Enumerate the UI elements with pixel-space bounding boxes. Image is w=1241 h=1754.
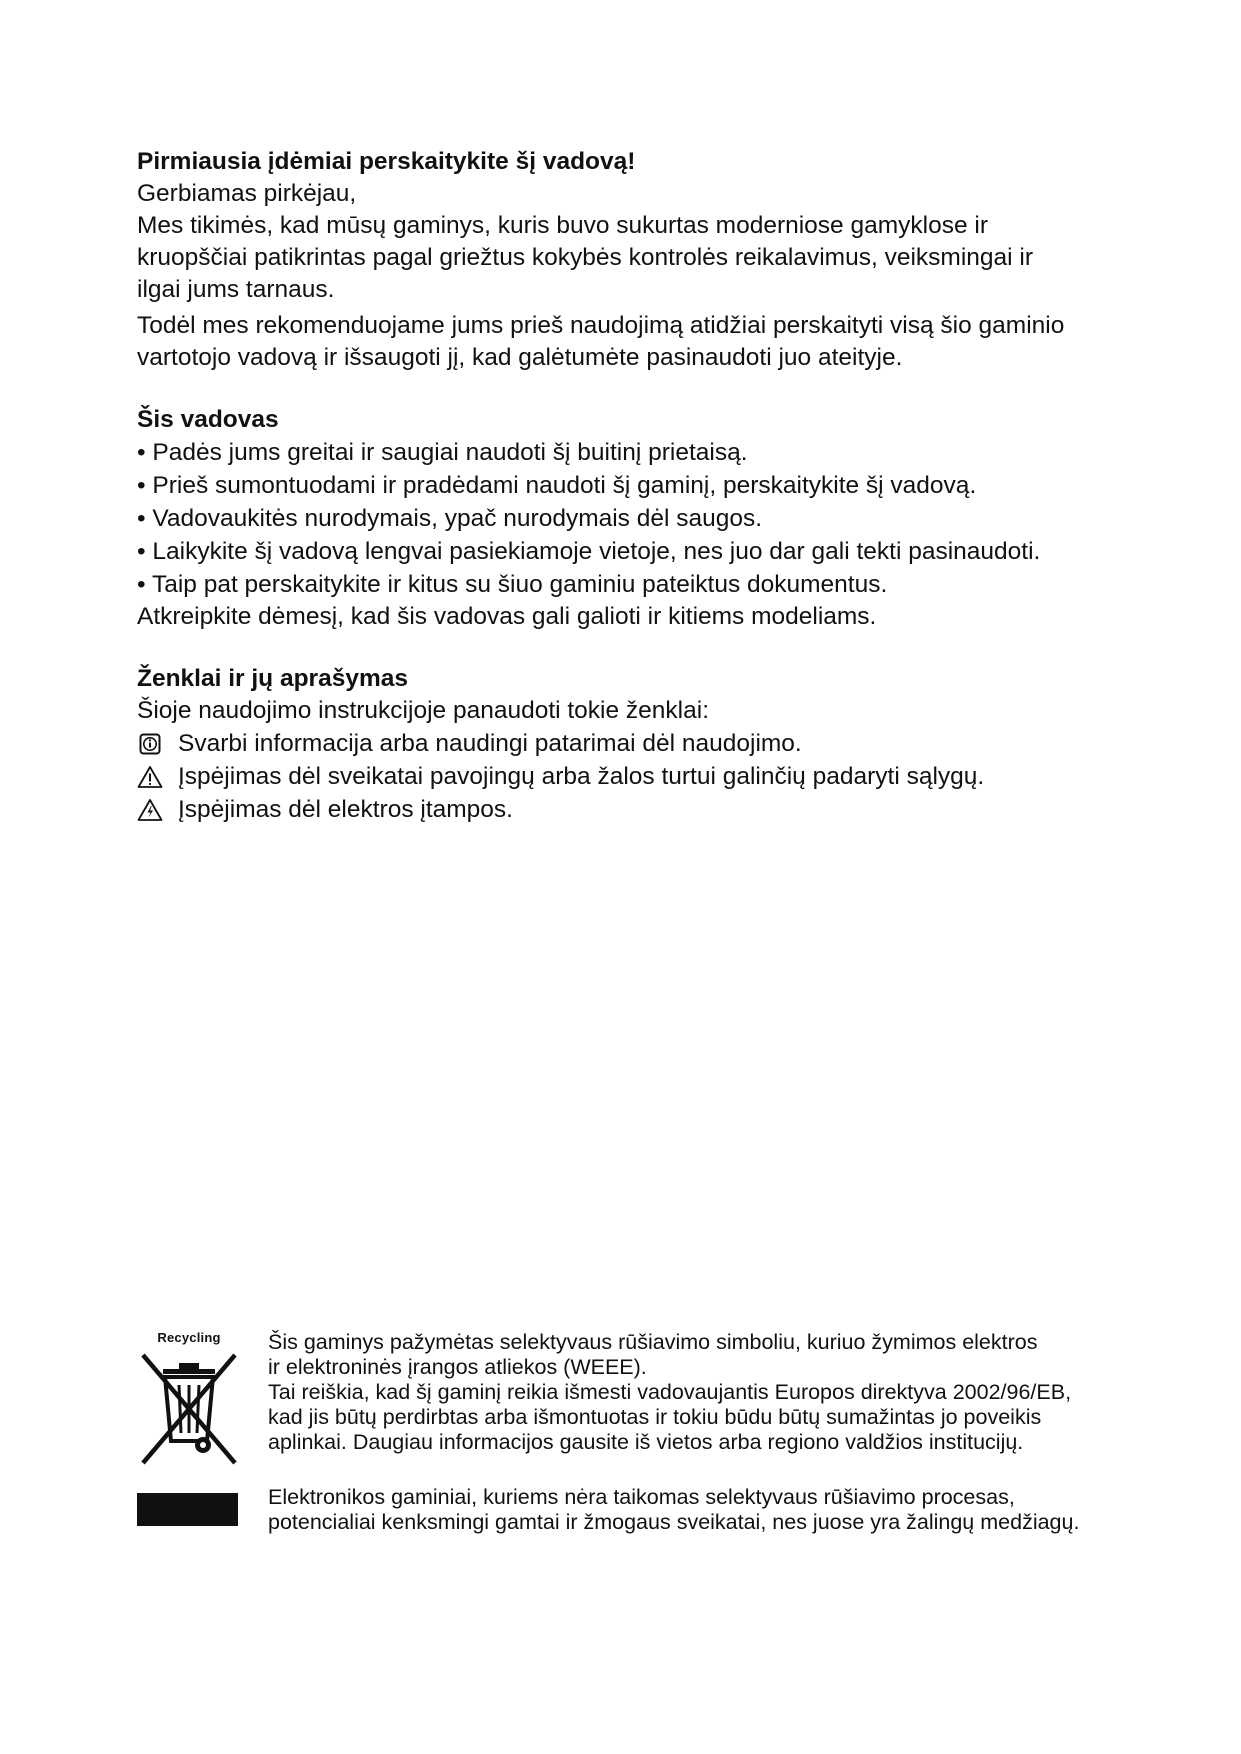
crossed-bin-icon [137, 1345, 241, 1473]
symbols-section [137, 663, 1127, 826]
greeting: Gerbiamas pirkėjau, [137, 180, 357, 207]
guide-heading: Šis vadovas [137, 406, 279, 433]
weee-line: ir elektroninės įrangos atliekos (WEEE). [268, 1355, 647, 1379]
intro-para1-line1: Mes tikimės, kad mūsų gaminys, kuris buvo sukurtas moderniose gamyklose ir [137, 212, 989, 239]
symbols-intro: Šioje naudojimo instrukcijoje panaudoti tokie ženklai: [137, 697, 710, 724]
weee-line: Tai reiškia, kad šį gaminį reikia išmesti vadovaujantis Europos direktyva 2002/96/EB, [268, 1380, 1072, 1404]
weee-text-block-1 [268, 1330, 1128, 1455]
guide-bullet: • Laikykite šį vadovą lengvai pasiekiamoje vietoje, nes juo dar gali tekti pasinaudoti. [137, 538, 1041, 565]
warning-icon [137, 764, 163, 790]
weee-line: kad jis būtų perdirbtas arba išmontuotas ir tokiu būdu būtų sumažintas jo poveikis [268, 1405, 1042, 1429]
weee-recycling-symbol [137, 1330, 241, 1478]
intro-para1-line2: kruopščiai patikrintas pagal griežtus kokybės kontrolės reikalavimus, veiksmingai ir [137, 244, 1033, 271]
guide-note: Atkreipkite dėmesį, kad šis vadovas gali galioti ir kitiems modeliams. [137, 603, 877, 630]
intro-para2-line2: vartotojo vadovą ir išsaugoti jį, kad galėtumėte pasinaudoti juo ateityje. [137, 344, 903, 371]
guide-bullet: • Taip pat perskaitykite ir kitus su šiuo gaminiu pateiktus dokumentus. [137, 571, 888, 598]
symbol-item-info [137, 727, 1127, 760]
guide-section [137, 404, 1127, 633]
symbol-text: Įspėjimas dėl elektros įtampos. [178, 796, 513, 823]
intro-para1-line3: ilgai jums tarnaus. [137, 276, 335, 303]
weee-line: Elektronikos gaminiai, kuriems nėra taikomas selektyvaus rūšiavimo procesas, [268, 1485, 1015, 1509]
symbol-item-electric [137, 793, 1127, 826]
manual-page [137, 146, 1127, 826]
symbol-text: Įspėjimas dėl sveikatai pavojingų arba žalos turtui galinčių padaryti sąlygų. [178, 763, 985, 790]
weee-black-bar [137, 1493, 238, 1526]
symbol-item-warning [137, 760, 1127, 793]
intro-para2-line1: Todėl mes rekomenduojame jums prieš naudojimą atidžiai perskaityti visą šio gaminio [137, 312, 1065, 339]
electric-warning-icon [137, 797, 163, 823]
info-icon [137, 731, 163, 757]
weee-text-block-2 [268, 1485, 1128, 1535]
weee-line: Šis gaminys pažymėtas selektyvaus rūšiavimo simboliu, kuriuo žymimos elektros [268, 1330, 1038, 1354]
guide-bullet: • Padės jums greitai ir saugiai naudoti šį buitinį prietaisą. [137, 439, 748, 466]
recycling-label: Recycling [157, 1330, 221, 1345]
weee-line: aplinkai. Daugiau informacijos gausite iš vietos arba regiono valdžios institucijų. [268, 1430, 1024, 1454]
symbol-text: Svarbi informacija arba naudingi patarimai dėl naudojimo. [178, 730, 802, 757]
symbols-heading: Ženklai ir jų aprašymas [137, 665, 408, 692]
guide-bullet: • Vadovaukitės nurodymais, ypač nurodymais dėl saugos. [137, 505, 763, 532]
intro-heading: Pirmiausia įdėmiai perskaitykite šį vadovą! [137, 148, 636, 175]
weee-line: potencialiai kenksmingi gamtai ir žmogaus sveikatai, nes juose yra žalingų medžiagų. [268, 1510, 1080, 1534]
guide-bullet: • Prieš sumontuodami ir pradėdami naudoti šį gaminį, perskaitykite šį vadovą. [137, 472, 977, 499]
